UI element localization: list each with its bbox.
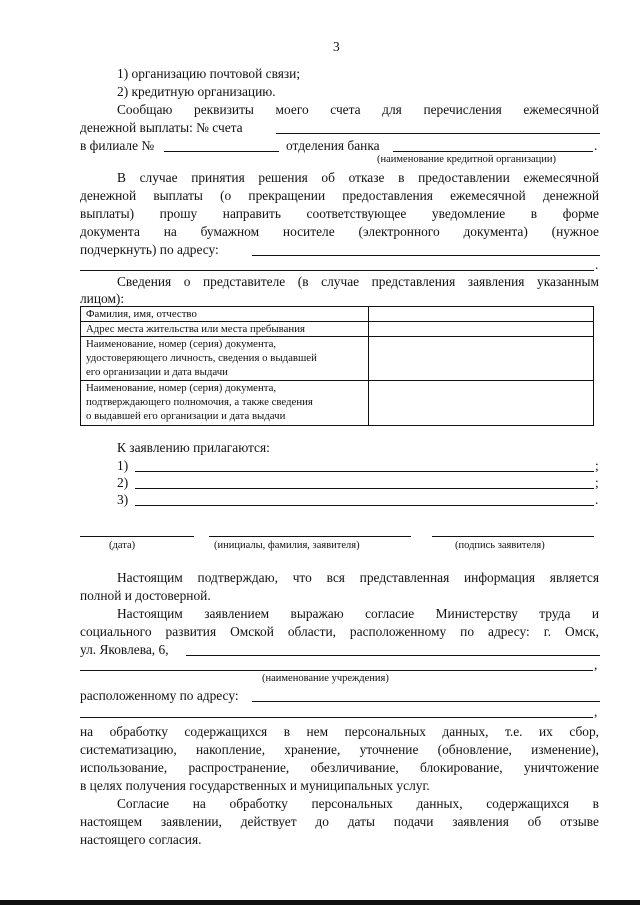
consent-line-3: ул. Яковлева, 6,: [80, 642, 169, 657]
name-caption: (инициалы, фамилия, заявителя): [214, 540, 360, 551]
refusal-line-2: денежной выплаты (о прекращении предоставления ежемесячной денежной: [80, 188, 599, 203]
signature-caption: (подпись заявителя): [455, 540, 545, 551]
attachment-1-num: 1): [117, 458, 129, 473]
page-number: 3: [333, 39, 340, 54]
institution-address-field[interactable]: [252, 701, 600, 702]
refusal-line-5: подчеркнуть) по адресу:: [80, 242, 219, 257]
consent-line-2: социального развития Омской области, расположенному по адресу: г. Омск,: [80, 624, 599, 639]
rep-fio-label: Фамилия, имя, отчество: [86, 308, 197, 320]
bank-office-field[interactable]: [393, 151, 593, 152]
option-post: 1) организацию почтовой связи;: [117, 66, 301, 81]
rep-authority-label-2: подтверждающего полномочия, а также сведения: [86, 396, 313, 408]
validity-line-3: настоящего согласия.: [80, 832, 202, 847]
refusal-line-4: документа на бумажном носителе (электронного документа) (нужное: [80, 224, 599, 239]
attachment-1-end: ;: [595, 458, 599, 473]
account-intro: Сообщаю реквизиты моего счета для перечисления ежемесячной: [117, 102, 599, 117]
notify-address-field[interactable]: [252, 255, 600, 256]
attachments-title: К заявлению прилагаются:: [117, 440, 270, 455]
institution-address-label: расположенному по адресу:: [80, 688, 239, 703]
validity-line-2: настоящем заявлении, действует до даты подачи заявления об отзыве: [80, 814, 599, 829]
refusal-line-1: В случае принятия решения об отказе в предоставлении ежемесячной: [117, 170, 599, 185]
branch-label: в филиале №: [80, 138, 155, 153]
bank-caption: (наименование кредитной организации): [377, 154, 556, 165]
branch-number-field[interactable]: [164, 151, 279, 152]
confirm-line-1: Настоящим подтверждаю, что вся представленная информация является: [117, 570, 599, 585]
name-field[interactable]: [209, 536, 411, 537]
rep-authority-value[interactable]: [370, 382, 592, 424]
validity-line-1: Согласие на обработку персональных данных, содержащихся в: [117, 796, 599, 811]
attachment-2-num: 2): [117, 475, 129, 490]
consent-line-9: использование, распространение, обезличивание, блокирование, уничтожение: [80, 760, 599, 775]
date-field[interactable]: [80, 536, 194, 537]
consent-line-1: Настоящим заявлением выражаю согласие Министерству труда и: [117, 606, 599, 621]
attachment-2-end: ;: [595, 475, 599, 490]
institution-field[interactable]: [186, 655, 600, 656]
rep-id-doc-label-2: удостоверяющего личность, сведения о выдавшей: [86, 352, 317, 364]
rep-id-doc-label-3: его организации и дата выдачи: [86, 366, 228, 378]
rep-address-value[interactable]: [370, 323, 592, 335]
confirm-line-2: полной и достоверной.: [80, 588, 211, 603]
refusal-line-3: выплаты) прошу направить соответствующее уведомление в форме: [80, 206, 599, 221]
rep-address-label: Адрес места жительства или места пребывания: [86, 323, 305, 335]
date-caption: (дата): [109, 540, 136, 551]
attachment-3-num: 3): [117, 492, 129, 507]
bank-office-label: отделения банка: [286, 138, 380, 153]
consent-line-10: в целях получения государственных и муниципальных услуг.: [80, 778, 430, 793]
rep-table: [80, 306, 594, 426]
notify-address-field-2[interactable]: [80, 270, 594, 271]
option-bank: 2) кредитную организацию.: [117, 84, 276, 99]
rep-heading-1: Сведения о представителе (в случае представления заявления указанным: [117, 274, 599, 289]
rep-id-doc-label-1: Наименование, номер (серия) документа,: [86, 338, 277, 350]
rep-fio-value[interactable]: [370, 308, 592, 320]
consent-line-7: на обработку содержащихся в нем персональных данных, т.е. их сбор,: [80, 724, 599, 739]
rep-authority-label-1: Наименование, номер (серия) документа,: [86, 382, 277, 394]
attachment-1-field[interactable]: [135, 471, 594, 472]
attachment-3-field[interactable]: [135, 505, 594, 506]
bank-office-end: .: [594, 138, 598, 153]
account-number-field[interactable]: [276, 133, 600, 134]
signature-field[interactable]: [432, 536, 594, 537]
institution-address-end: ,: [594, 704, 598, 719]
institution-field-2[interactable]: [80, 670, 593, 671]
consent-line-8: систематизацию, накопление, хранение, уточнение (обновление, изменение),: [80, 742, 599, 757]
institution-address-field-2[interactable]: [80, 717, 593, 718]
rep-authority-label-3: о выдавшей его организации и дата выдачи: [86, 410, 286, 422]
scan-bottom-edge: [0, 900, 640, 905]
institution-end: ,: [594, 657, 598, 672]
account-label: денежной выплаты: № счета: [80, 120, 243, 135]
attachment-2-field[interactable]: [135, 488, 594, 489]
institution-caption: (наименование учреждения): [262, 673, 389, 684]
rep-heading-2: лицом):: [80, 291, 125, 306]
notify-address-end: .: [595, 257, 599, 272]
attachment-3-end: .: [595, 492, 599, 507]
rep-id-doc-value[interactable]: [370, 338, 592, 378]
